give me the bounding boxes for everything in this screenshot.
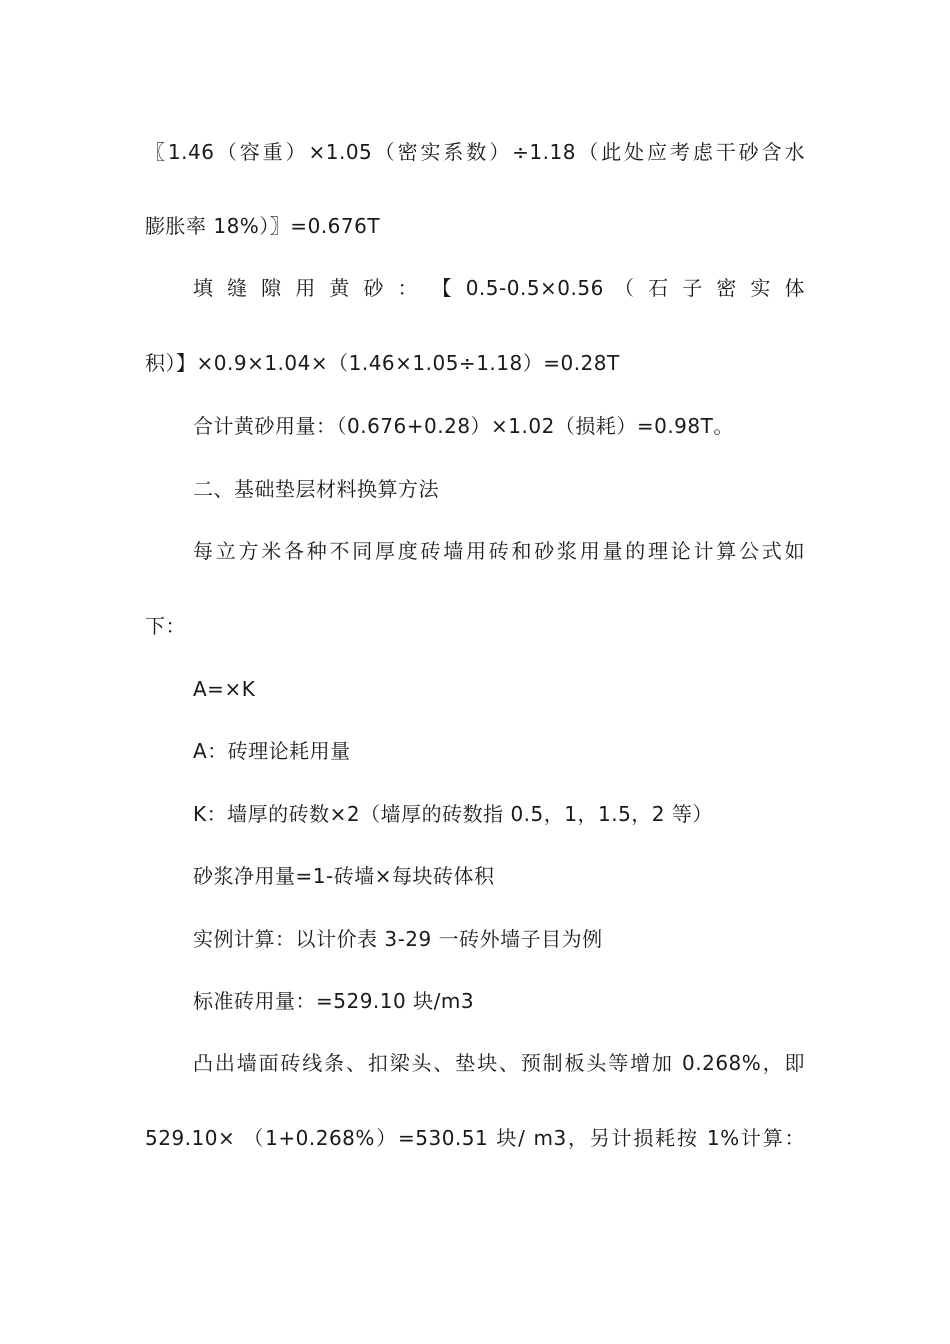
example-line: 实例计算：以计价表 3-29 一砖外墙子目为例 — [193, 927, 603, 951]
text-line-4: 积）】×0.9×1.04×（1.46×1.05÷1.18）=0.28T — [145, 351, 620, 375]
formula-line: A=×K — [193, 677, 256, 701]
definition-k: K：墙厚的砖数×2（墙厚的砖数指 0.5，1，1.5，2 等） — [193, 802, 713, 826]
text-line-2: 膨胀率 18%）〗=0.676T — [145, 214, 381, 238]
brick-amount-line: 标准砖用量：=529.10 块/m3 — [193, 989, 475, 1013]
text-line-7: 每立方米各种不同厚度砖墙用砖和砂浆用量的理论计算公式如 — [193, 539, 805, 563]
text-line-1: 〖1.46（容重）×1.05（密实系数）÷1.18（此处应考虑干砂含水 — [145, 140, 805, 164]
section-heading: 二、基础垫层材料换算方法 — [193, 477, 439, 501]
text-line-3: 填 缝 隙 用 黄 砂 ： 【 0.5-0.5×0.56 （ 石 子 密 实 体 — [193, 276, 805, 300]
text-line-5: 合计黄砂用量：（0.676+0.28）×1.02（损耗）=0.98T。 — [193, 414, 734, 438]
text-line-15: 凸出墙面砖线条、扣梁头、垫块、预制板头等增加 0.268%，即 — [193, 1051, 805, 1075]
mortar-formula: 砂浆净用量=1-砖墙×每块砖体积 — [193, 864, 495, 888]
text-line-16: 529.10× （1+0.268%）=530.51 块/ m3，另计损耗按 1%计算： — [145, 1126, 805, 1150]
text-line-8: 下： — [145, 614, 186, 638]
definition-a: A：砖理论耗用量 — [193, 739, 351, 763]
